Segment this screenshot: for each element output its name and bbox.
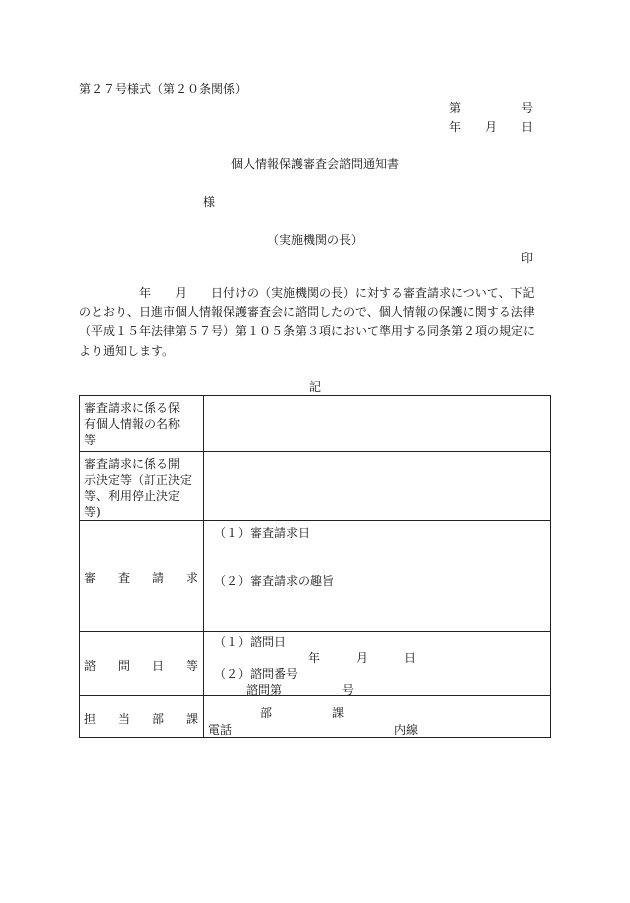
value-department[interactable] — [204, 696, 551, 738]
row-label-disclosure-decision: 審査請求に係る開 示決定等（訂正決定 等、利用停止決定 等) — [80, 452, 204, 521]
table-row — [80, 696, 551, 738]
value-info-name[interactable] — [204, 396, 551, 452]
addressee-suffix: 様 — [203, 195, 216, 209]
document-title: 個人情報保護審査会諮問通知書 — [230, 157, 399, 171]
inquiry-number-label: （２）諮問番号 — [214, 667, 299, 681]
phone-label: 電話 — [208, 723, 233, 737]
review-request-date-label: （１）審査請求日 — [214, 526, 311, 540]
body-line: より通知します。 — [79, 343, 175, 358]
seal-mark: 印 — [521, 251, 534, 265]
inquiry-date-label: （１）諮問日 — [214, 635, 287, 649]
row-label-department: 担 当 部 課 — [80, 696, 204, 738]
review-request-purpose-label: （２）審査請求の趣旨 — [214, 574, 335, 588]
body-line: （平成１５年法律第５７号）第１０５条第３項において準用する同条第２項の規定に — [79, 324, 536, 339]
ki-heading: 記 — [308, 380, 321, 394]
document-date: 年 月 日 — [449, 120, 534, 134]
form-number: 第２７号様式（第２０条関係） — [79, 82, 248, 96]
table-row — [80, 452, 551, 521]
table-row — [80, 521, 551, 632]
document-number: 第 号 — [449, 101, 534, 115]
value-review-request[interactable] — [204, 521, 551, 632]
body-line: のとおり、日進市個人情報保護審査会に諮問したので、個人情報の保護に関する法律 — [79, 305, 535, 320]
inquiry-number-value: 諮問第 号 — [246, 683, 355, 697]
value-inquiry-date[interactable] — [204, 632, 551, 696]
body-paragraph — [79, 284, 551, 361]
row-label-info-name: 審査請求に係る保 有個人情報の名称 等 — [80, 396, 204, 452]
body-line: 年 月 日付けの（実施機関の長）に対する審査請求について、下記 — [79, 286, 535, 300]
table-row — [80, 396, 551, 452]
details-table — [79, 395, 551, 738]
sender-name: （実施機関の長） — [266, 233, 363, 247]
row-label-review-request: 審 査 請 求 — [80, 521, 204, 632]
table-row — [80, 632, 551, 696]
extension-label: 内線 — [394, 723, 419, 737]
inquiry-date-value: 年 月 日 — [308, 651, 417, 665]
row-label-inquiry-date: 諮 問 日 等 — [80, 632, 204, 696]
value-disclosure-decision[interactable] — [204, 452, 551, 521]
department-section: 部 課 — [260, 706, 345, 720]
